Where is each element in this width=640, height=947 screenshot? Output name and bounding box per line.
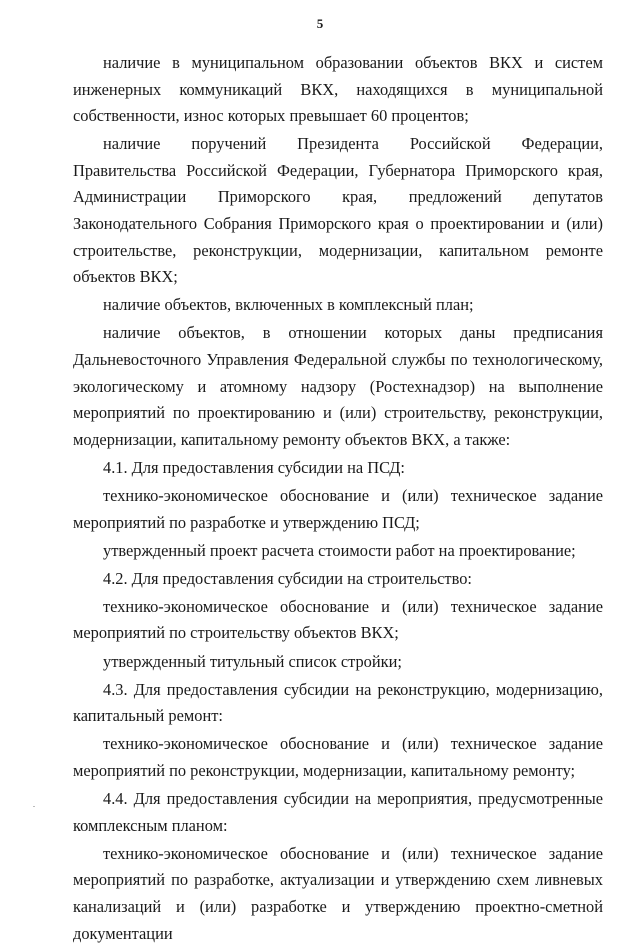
heading-4-1: 4.1. Для предоставления субсидии на ПСД: (103, 457, 405, 477)
paragraph-instructions: наличие поручений Президента Российской Федерации, Правительства Российской Федерации, Губернатора Приморского края, Администрации Приморского края, предложений депутатов Законодательного Собрания Приморского края о проектировании и (или) строительстве, реконструкции, модернизации, капитальном ремонте объектов ВКХ; (73, 134, 603, 287)
paragraph-4-2-title-list: утвержденный титульный список стройки; (103, 651, 402, 671)
paragraph-complex-plan: наличие объектов, включенных в комплексный план; (103, 295, 474, 315)
page-number: 5 (316, 16, 324, 31)
paragraph-4-2-feasibility: технико-экономическое обоснование и (или) техническое задание мероприятий по строительству объектов ВКХ; (73, 596, 603, 643)
paragraph-rostekhnadzor: наличие объектов, в отношении которых даны предписания Дальневосточного Управления Федеральной службы по технологическому, экологическому и атомному надзору (Ростехнадзор) на выполнение мероприятий по проектированию и (или) строительству, реконструкции, модернизации, капитальному ремонту объектов ВКХ, а также: (73, 323, 603, 449)
paragraph-4-1-feasibility: технико-экономическое обоснование и (или) техническое задание мероприятий по разработке и утверждению ПСД; (73, 486, 603, 532)
paragraph-4-3-feasibility: технико-экономическое обоснование и (или) техническое задание мероприятий по реконструкции, модернизации, капитальному ремонту; (73, 734, 603, 780)
heading-4-3: 4.3. Для предоставления субсидии на реконструкцию, модернизацию, капитальный ремонт: (73, 679, 603, 726)
paragraph-municipal-assets: наличие в муниципальном образовании объектов ВКХ и систем инженерных коммуникаций ВКХ, находящихся в муниципальной собственности, износ которых превышает 60 процентов; (73, 53, 603, 126)
document-body (73, 50, 603, 947)
scan-speck (33, 806, 35, 807)
heading-4-4: 4.4. Для предоставления субсидии на мероприятия, предусмотренные комплексным планом: (73, 789, 603, 835)
paragraph-4-4-feasibility: технико-экономическое обоснование и (или) техническое задание мероприятий по разработке, актуализации и утверждению схем ливневых канализаций и (или) разработке и утверждению проектно-сметной документации (73, 843, 603, 943)
paragraph-4-1-cost-estimate: утвержденный проект расчета стоимости работ на проектирование; (103, 540, 576, 560)
heading-4-2: 4.2. Для предоставления субсидии на строительство: (103, 568, 472, 588)
